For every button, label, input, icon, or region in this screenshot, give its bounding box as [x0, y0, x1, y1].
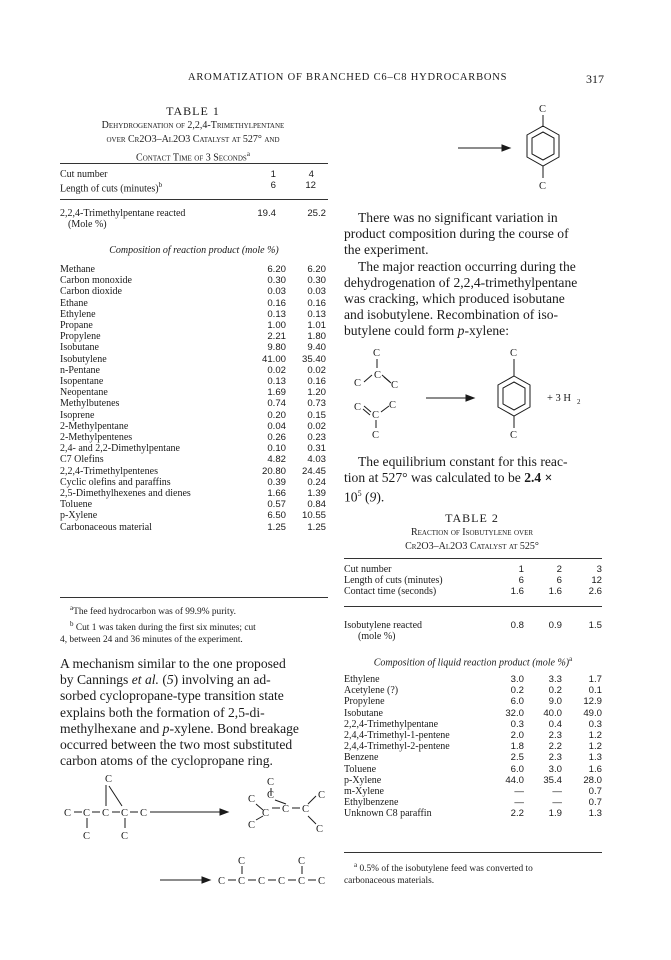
- table1-row-label: n-Pentane: [60, 364, 100, 376]
- table1-cell-cut1: 1.66: [267, 488, 286, 500]
- right-line: was cracking, which produced isobutane: [344, 291, 565, 307]
- table2-cell-cut2: 2.3: [548, 730, 562, 742]
- table2-cell-cut2: 9.0: [548, 696, 562, 708]
- table1-cell-cut4: 1.01: [307, 320, 326, 332]
- table-row: [344, 564, 602, 575]
- svg-text:C: C: [83, 831, 91, 842]
- table-row: [60, 219, 334, 230]
- table2-caption-line2: Cr2O3–Al2O3 Catalyst at 525°: [405, 541, 539, 552]
- table1-cell-cut1: 0.39: [267, 476, 286, 488]
- table1-cell-cut4: 1.39: [307, 488, 326, 500]
- table1-cell-cut1: 0.04: [267, 420, 286, 432]
- table2-reacted: [344, 620, 602, 642]
- table1-cell-cut1: 1.00: [267, 320, 286, 332]
- table1-head-c2: 4: [308, 169, 314, 180]
- table2-cell-cut1: 6.0: [510, 763, 524, 775]
- table1-cell-cut1: 2.21: [267, 331, 286, 343]
- table-row: [344, 764, 602, 775]
- svg-text:C: C: [64, 808, 72, 819]
- svg-text:C: C: [140, 808, 148, 819]
- svg-text:C: C: [373, 348, 381, 359]
- table1-cell-cut1: 4.82: [267, 454, 286, 466]
- svg-text:C: C: [267, 777, 275, 788]
- table1-row-label: Isobutylene: [60, 353, 107, 365]
- left-paragraph: [60, 656, 332, 769]
- table2-row-label: 2,4,4-Trimethyl-2-pentene: [344, 741, 450, 753]
- table1-reacted-label: 2,2,4-Trimethylpentane reacted: [60, 208, 186, 219]
- svg-text:C: C: [318, 790, 326, 801]
- table2-cell-cut3: 1.7: [588, 674, 602, 685]
- table1-cell-cut4: 10.55: [301, 510, 326, 522]
- table1-row-label: 2,2,4-Trimethylpentenes: [60, 465, 158, 477]
- table1-mid-rule: [60, 199, 328, 200]
- right-paragraph-1: [344, 210, 600, 340]
- table2-head-c3: 12: [591, 575, 602, 587]
- svg-text:C: C: [121, 808, 129, 819]
- table1-row-label: Propane: [60, 320, 93, 332]
- table1-row-label: Neopentane: [60, 387, 108, 399]
- table2-head-c2: 2: [556, 564, 562, 575]
- table2-row-label: 2,2,4-Trimethylpentane: [344, 718, 439, 730]
- table1-cell-cut1: 0.02: [267, 364, 286, 376]
- table1-body: [60, 264, 334, 533]
- table2-cell-cut2: 2.3: [548, 752, 562, 764]
- table1-row-label: Isoprene: [60, 409, 95, 421]
- table2-row-label: Toluene: [344, 763, 377, 775]
- table2-head-c3: 3: [596, 564, 602, 575]
- right-line: the experiment.: [344, 242, 429, 258]
- table2-bottom-rule: [344, 852, 602, 853]
- isobutylene-to-p-xylene-scheme: [344, 342, 604, 446]
- right-line: tion at 527° was calculated to be 2.4 ×: [344, 470, 553, 486]
- table1-row-label: Ethylene: [60, 308, 96, 320]
- table2-head-label: Length of cuts (minutes): [344, 575, 443, 587]
- cyclopropane-mechanism-scheme: [60, 770, 340, 890]
- table-row: [344, 586, 602, 597]
- table1-cell-cut4: 0.16: [307, 376, 326, 388]
- svg-text:C: C: [282, 804, 290, 815]
- table2-cell-cut2: 3.3: [548, 674, 562, 685]
- table1-footnotes: [60, 602, 332, 646]
- p-xylene-structure-top: [440, 92, 650, 207]
- right-line: The equilibrium constant for this reac-: [358, 454, 568, 469]
- right-line: $10^5$ (9).: [344, 489, 385, 505]
- table-row: [344, 730, 602, 741]
- svg-text:C: C: [83, 808, 91, 819]
- table1-row-label: 2-Methylpentenes: [60, 432, 133, 444]
- table1-caption-line1: Dehydrogenation of 2,2,4-Trimethylpentane: [101, 120, 285, 131]
- table1-cell-cut1: 0.16: [267, 297, 286, 309]
- table1-cell-cut4: 6.20: [307, 264, 326, 275]
- table-row: [344, 786, 602, 797]
- table-row: [344, 674, 602, 685]
- table1-row-label: 2,5-Dimethylhexenes and dienes: [60, 488, 191, 500]
- table1-row-label: Isopentane: [60, 376, 104, 388]
- table2-cell-cut1: —: [514, 797, 524, 809]
- table1-row-label: Toluene: [60, 499, 93, 511]
- table2-cell-cut2: —: [552, 786, 562, 798]
- table1-row-label: Ethane: [60, 297, 88, 309]
- table2-cell-cut3: 12.9: [583, 696, 602, 708]
- table2-head-c1: 1: [518, 564, 524, 575]
- table1-cell-cut1: 0.13: [267, 376, 286, 388]
- table1-head-mark: b: [158, 181, 163, 190]
- table1-cell-cut1: 0.13: [267, 308, 286, 320]
- table-row: [60, 522, 334, 533]
- right-line: product composition during the course of: [344, 226, 569, 242]
- table2-number: TABLE 2: [445, 511, 499, 525]
- table1-row-label: Carbon dioxide: [60, 286, 122, 298]
- svg-text:C: C: [248, 820, 256, 831]
- table2-cell-cut1: 0.3: [510, 718, 524, 730]
- table-row: [60, 488, 334, 499]
- table1-bottom-rule: [60, 597, 328, 598]
- table-row: [344, 808, 602, 819]
- table1-row-label: 2-Methylpentane: [60, 420, 129, 432]
- table1-cell-cut1: 9.80: [267, 342, 286, 354]
- table-row: [60, 342, 334, 353]
- table2-cell-cut3: 1.3: [588, 808, 602, 820]
- table1-cell-cut1: 0.57: [267, 499, 286, 511]
- table2-cell-cut1: 2.5: [510, 752, 524, 764]
- table1-cell-cut1: 0.10: [267, 443, 286, 455]
- table2-reacted-c3: 1.5: [588, 620, 602, 631]
- table-row: [60, 180, 334, 195]
- table2-cell-cut1: 44.0: [505, 774, 524, 786]
- table2-row-label: Ethylbenzene: [344, 797, 399, 809]
- svg-text:C: C: [278, 876, 286, 887]
- left-line: A mechanism similar to the one proposed: [60, 656, 286, 671]
- table2-cell-cut1: 6.0: [510, 696, 524, 708]
- table1-cell-cut4: 24.45: [301, 465, 326, 477]
- table1-cell-cut4: 9.40: [307, 342, 326, 354]
- table-row: [60, 454, 334, 465]
- table1-cell-cut4: 1.25: [307, 521, 326, 533]
- table2-top-rule: [344, 558, 602, 559]
- table1-head-c1: 6: [270, 180, 276, 192]
- svg-text:C: C: [248, 794, 256, 805]
- table-row: [60, 466, 334, 477]
- table1-cell-cut4: 0.73: [307, 398, 326, 410]
- table1-cell-cut4: 0.23: [307, 432, 326, 444]
- table2-subheading: Composition of liquid reaction product (mole %): [373, 657, 570, 669]
- left-line: sorbed cyclopropane-type transition state: [60, 688, 284, 704]
- table1-cell-cut1: 1.69: [267, 387, 286, 399]
- svg-text:C: C: [258, 876, 266, 887]
- table1-cell-cut4: 4.03: [307, 454, 326, 466]
- table1-head-label: Cut number: [60, 169, 108, 180]
- table1-cell-cut4: 0.84: [307, 499, 326, 511]
- table2-head-c2: 1.6: [548, 586, 562, 598]
- table1-caption-mark: a: [246, 150, 250, 158]
- table-row: [60, 376, 334, 387]
- running-title: AROMATIZATION OF BRANCHED C6–C8 HYDROCARBONS: [188, 72, 508, 83]
- table2-cell-cut3: 0.7: [588, 786, 602, 798]
- table1-cell-cut4: 1.80: [307, 331, 326, 343]
- table1-footnote-b-line2: 4, between 24 and 36 minutes of the experiment.: [60, 635, 243, 646]
- table1-row-label: p-Xylene: [60, 510, 98, 522]
- table2-mid-rule: [344, 606, 602, 607]
- right-line: butylene could form p-xylene:: [344, 323, 509, 339]
- table2-row-label: Isobutane: [344, 707, 383, 719]
- table-row: [344, 775, 602, 786]
- svg-text:C: C: [389, 400, 397, 411]
- table2-head-c1: 6: [518, 575, 524, 587]
- right-paragraph-2: [344, 454, 600, 506]
- svg-text:C: C: [316, 824, 324, 835]
- table2-cell-cut2: 40.0: [543, 707, 562, 719]
- table1-row-label: C7 Olefins: [60, 454, 104, 466]
- table-row: [60, 264, 334, 275]
- table2-cell-cut3: 1.6: [588, 763, 602, 775]
- svg-text:2: 2: [577, 398, 581, 406]
- svg-text:C: C: [218, 876, 226, 887]
- table2-cell-cut3: 0.1: [588, 685, 602, 697]
- svg-text:C: C: [238, 876, 246, 887]
- table2-row-label: p-Xylene: [344, 774, 382, 786]
- table2-reacted-c2: 0.9: [548, 620, 562, 631]
- svg-text:C: C: [298, 856, 306, 867]
- right-line: There was no significant variation in: [358, 210, 558, 225]
- table1-row-label: Propylene: [60, 331, 101, 343]
- svg-text:C: C: [539, 181, 547, 192]
- table2-footnote-mark: a: [354, 861, 358, 869]
- table-row: [344, 685, 602, 696]
- left-line: methylhexane and p-xylene. Bond breakage: [60, 720, 299, 736]
- table2-cell-cut2: 3.0: [548, 763, 562, 775]
- table1-cell-cut4: 0.03: [307, 286, 326, 298]
- table1-footnote-a: The feed hydrocarbon was of 99.9% purity.: [73, 607, 236, 618]
- table2-cell-cut1: —: [514, 786, 524, 798]
- svg-text:C: C: [267, 790, 275, 801]
- right-line: dehydrogenation of 2,2,4-trimethylpentane: [344, 274, 578, 290]
- table-row: [60, 309, 334, 320]
- table-row: [344, 575, 602, 586]
- svg-text:C: C: [539, 104, 547, 115]
- left-line: explains both the formation of 2,5-di-: [60, 704, 265, 720]
- table2-head-c2: 6: [556, 575, 562, 587]
- table2-head-label: Cut number: [344, 564, 392, 575]
- svg-text:C: C: [372, 410, 380, 421]
- table1-head-c1: 1: [270, 169, 276, 180]
- svg-text:C: C: [318, 876, 326, 887]
- table1-cell-cut1: 0.03: [267, 286, 286, 298]
- table-row: [60, 275, 334, 286]
- table2-cell-cut3: 1.2: [588, 741, 602, 753]
- footnote-b-mark: b: [70, 620, 74, 629]
- table1-reacted-c1: 19.4: [257, 208, 276, 219]
- table2-row-label: Ethylene: [344, 674, 380, 685]
- table2-cell-cut3: 0.7: [588, 797, 602, 809]
- table2-cell-cut2: 1.9: [548, 808, 562, 820]
- table1-cell-cut1: 6.50: [267, 510, 286, 522]
- svg-text:C: C: [374, 370, 382, 381]
- table-row: [60, 286, 334, 297]
- table2-row-label: Acetylene (?): [344, 685, 399, 697]
- table2-reacted-unit: (mole %): [358, 631, 396, 643]
- table2-row-label: Benzene: [344, 752, 379, 764]
- table2-caption-line1: Reaction of Isobutylene over: [410, 527, 534, 538]
- table2-row-label: m-Xylene: [344, 786, 384, 798]
- table2-footnote: [344, 859, 606, 887]
- table1-cell-cut1: 0.30: [267, 275, 286, 287]
- table2-head-label: Contact time (seconds): [344, 586, 437, 598]
- svg-text:C: C: [391, 380, 399, 391]
- table2-caption: [344, 510, 600, 554]
- svg-text:C: C: [121, 831, 129, 842]
- svg-text:C: C: [238, 856, 246, 867]
- table1-cell-cut4: 35.40: [301, 353, 326, 365]
- table-row: [60, 298, 334, 309]
- table1-cell-cut1: 41.00: [261, 353, 286, 365]
- svg-text:C: C: [372, 430, 380, 441]
- table-row: [344, 631, 602, 642]
- table1-cell-cut4: 0.30: [307, 275, 326, 287]
- table-row: [60, 477, 334, 488]
- table2-cell-cut2: 2.2: [548, 741, 562, 753]
- table-row: [60, 443, 334, 454]
- left-line: by Cannings et al. (5) involving an ad-: [60, 672, 271, 688]
- table-row: [60, 410, 334, 421]
- svg-text:C: C: [510, 348, 518, 359]
- table1-row-label: Isobutane: [60, 342, 99, 354]
- right-line: and isobutylene. Recombination of iso-: [344, 307, 559, 323]
- table1-caption-line2: over Cr2O3–Al2O3 Catalyst at 527° and: [106, 134, 280, 145]
- table-row: [60, 387, 334, 398]
- table1-subheading: Composition of reaction product (mole %): [109, 245, 279, 256]
- table1-cell-cut4: 0.15: [307, 409, 326, 421]
- table1-row-label: Methylbutenes: [60, 398, 120, 410]
- table-row: [344, 797, 602, 808]
- table1-cell-cut4: 0.31: [307, 443, 326, 455]
- table-row: [60, 331, 334, 342]
- table1-cell-cut4: 0.16: [307, 297, 326, 309]
- left-line: carbon atoms of the cyclopropane ring.: [60, 753, 273, 769]
- table2-head-c1: 1.6: [510, 586, 524, 598]
- table2-cell-cut1: 2.0: [510, 730, 524, 742]
- table-row: [60, 169, 334, 180]
- table2-cell-cut3: 1.3: [588, 752, 602, 764]
- table2-cell-cut3: 0.3: [588, 718, 602, 730]
- table1-reacted: [60, 208, 334, 230]
- svg-text:C: C: [298, 876, 306, 887]
- table1-cell-cut4: 0.02: [307, 364, 326, 376]
- table-row: [60, 421, 334, 432]
- table2-cell-cut2: —: [552, 797, 562, 809]
- table2-footnote-line2: carbonaceous materials.: [344, 876, 435, 887]
- table2-cell-cut1: 3.0: [510, 674, 524, 685]
- table2-reacted-label: Isobutylene reacted: [344, 620, 423, 631]
- table-row: [60, 510, 334, 521]
- table1-footnote-b-line1: Cut 1 was taken during the first six minutes; cut: [75, 623, 256, 634]
- table1-cell-cut4: 1.20: [307, 387, 326, 399]
- scheme-product-label: + 3 H: [547, 393, 572, 404]
- table2-head-c3: 2.6: [588, 586, 602, 598]
- table1-cell-cut4: 0.02: [307, 420, 326, 432]
- table2-cell-cut3: 1.2: [588, 730, 602, 742]
- table-row: [344, 752, 602, 763]
- table1-caption-line3: Contact Time of 3 Seconds: [136, 152, 247, 164]
- table1-reacted-c2: 25.2: [307, 208, 326, 219]
- table2-cell-cut2: 35.4: [543, 774, 562, 786]
- table1-cell-cut1: 0.26: [267, 432, 286, 444]
- table2-subheading-mark: a: [569, 655, 573, 663]
- table2-cell-cut1: 2.2: [510, 808, 524, 820]
- table1-row-label: 2,4- and 2,2-Dimethylpentane: [60, 443, 180, 455]
- table1-number: TABLE 1: [166, 104, 220, 118]
- table2-cell-cut1: 32.0: [505, 707, 524, 719]
- table-row: [344, 719, 602, 730]
- table1-row-label: Methane: [60, 264, 95, 275]
- table-row: [344, 708, 602, 719]
- table2-subheading-wrap: [344, 655, 602, 668]
- table2-cell-cut2: 0.2: [548, 685, 562, 697]
- table2-cell-cut3: 28.0: [583, 774, 602, 786]
- table-row: [344, 696, 602, 707]
- atom-label: C: [105, 774, 113, 785]
- table2-header-rows: [344, 564, 602, 598]
- table1-row-label: Carbon monoxide: [60, 275, 132, 287]
- table1-head-c2: 12: [305, 180, 316, 192]
- table1-header-rows: [60, 169, 334, 195]
- footnote-a-mark: a: [70, 604, 74, 612]
- table1-cell-cut4: 0.13: [307, 308, 326, 320]
- table2-footnote-line1: 0.5% of the isobutylene feed was converted to: [359, 864, 533, 875]
- table1-cell-cut1: 1.25: [267, 521, 286, 533]
- svg-text:C: C: [102, 808, 110, 819]
- table2-cell-cut1: 1.8: [510, 741, 524, 753]
- page-number: 317: [586, 72, 604, 86]
- table2-row-label: Unknown C8 paraffin: [344, 808, 432, 820]
- svg-text:C: C: [262, 808, 270, 819]
- table2-row-label: Propylene: [344, 696, 385, 708]
- table2-cell-cut2: 0.4: [548, 718, 562, 730]
- table-row: [344, 741, 602, 752]
- table2-reacted-c1: 0.8: [510, 620, 524, 631]
- svg-text:C: C: [354, 402, 362, 413]
- table1-top-rule: [60, 163, 328, 164]
- table1-cell-cut1: 20.80: [261, 465, 286, 477]
- table1-reacted-unit: (Mole %): [68, 219, 107, 231]
- table-row: [60, 354, 334, 365]
- table2-cell-cut1: 0.2: [510, 685, 524, 697]
- table-row: [60, 320, 334, 331]
- table-row: [60, 365, 334, 376]
- svg-text:C: C: [302, 804, 310, 815]
- table2-row-label: 2,4,4-Trimethyl-1-pentene: [344, 730, 450, 742]
- table-row: [344, 620, 602, 631]
- table1-row-label: Cyclic olefins and paraffins: [60, 476, 171, 488]
- svg-text:C: C: [354, 378, 362, 389]
- table1-cell-cut4: 0.24: [307, 476, 326, 488]
- table2-body: [344, 674, 602, 820]
- table-row: [60, 499, 334, 510]
- table1-row-label: Carbonaceous material: [60, 521, 152, 533]
- right-line: The major reaction occurring during the: [358, 258, 576, 274]
- table1-caption: [60, 103, 326, 165]
- left-line: occurred between the two most substituted: [60, 737, 293, 753]
- table1-cell-cut1: 0.74: [267, 398, 286, 410]
- table2-cell-cut3: 49.0: [583, 707, 602, 719]
- table-row: [60, 398, 334, 409]
- table1-cell-cut1: 0.20: [267, 409, 286, 421]
- table-row: [60, 432, 334, 443]
- table1-head-label: Length of cuts (minutes): [60, 183, 159, 195]
- svg-text:C: C: [510, 430, 518, 441]
- table1-cell-cut1: 6.20: [267, 264, 286, 275]
- table-row: [60, 208, 334, 219]
